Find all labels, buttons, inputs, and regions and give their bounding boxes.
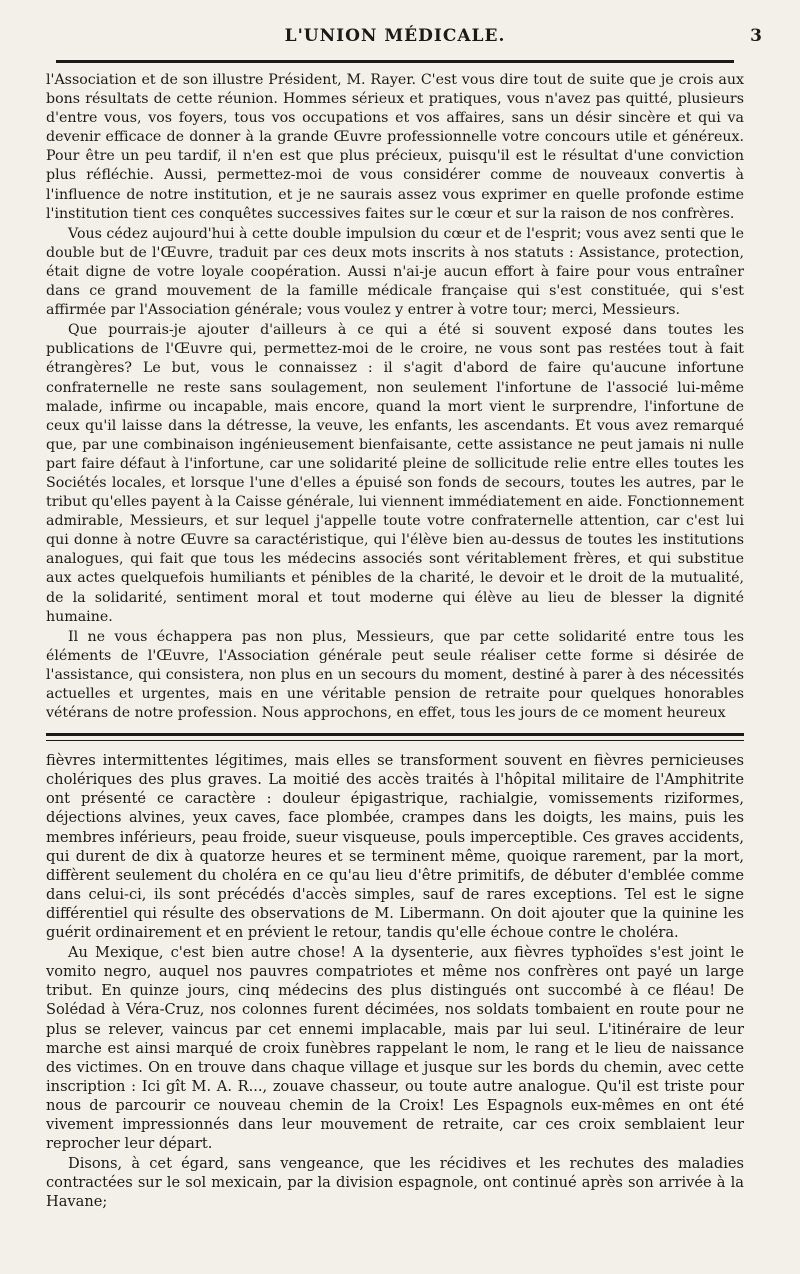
paragraph: Il ne vous échappera pas non plus, Messieurs, que par cette solidarité entre tous les éléments de l'Œuvre, l'Association générale peut seule réaliser cette forme si désirée de l'assistance, qui consistera, non plus en un secours du moment, destiné à parer à des nécessités actuelles et urgentes, mais en une véritable pension de retraite pour quelques honorables vétérans de notre profession. Nous approchons, en effet, tous les jours de ce moment heureux bbox=[46, 628, 744, 722]
paragraph: Au Mexique, c'est bien autre chose! A la dysenterie, aux fièvres typhoïdes s'est joint le vomito negro, auquel nos pauvres compatriotes et même nos confrères ont payé un large tribut. En quinze jours, cinq médecins des plus distingués ont succombé à ce fléau! De Solédad à Véra-Cruz, nos colonnes furent décimées, nos soldats tombaient en route pour ne plus se relever, vaincus par cet ennemi implacable, mais par lui seul. L'itinéraire de leur marche est ainsi marqué de croix funèbres rappelant le nom, le rang et le lieu de naissance des victimes. On en trouve dans chaque village et jusque sur les bords du chemin, avec cette inscription : Ici gît M. A. R..., zouave chasseur, ou toute autre analogue. Qu'il est triste pour nous de parcourir ce nouveau chemin de la Croix! Les Espagnols eux-mêmes en ont été vivement impressionnés dans leur mouvement de retraite, car ces croix semblaient leur reprocher leur départ. bbox=[46, 944, 744, 1153]
paragraph: Vous cédez aujourd'hui à cette double impulsion du cœur et de l'esprit; vous avez senti que le double but de l'Œuvre, traduit par ces deux mots inscrits à nos statuts : Assistance, protection, était digne de votre loyale coopération. Aussi n'ai-je aucun effort à faire pour vous entraîner dans ce grand mouvement de la famille médicale française qui s'est constituée, qui s'est affirmée par l'Association générale; vous voulez y entrer à votre tour; merci, Messieurs. bbox=[46, 225, 744, 319]
page-number: 3 bbox=[750, 26, 762, 46]
header-rule bbox=[56, 60, 734, 63]
paragraph: fièvres intermittentes légitimes, mais elles se transforment souvent en fièvres pernicieuses cholériques des plus graves. La moitié des accès traités à l'hôpital militaire de l'Amphitrite ont présenté ce caractère : douleur épigastrique, rachialgie, vomissements riziformes, déjections alvines, yeux caves, face plombée, crampes dans les doigts, les mains, puis les membres inférieurs, peau froide, sueur visqueuse, pouls imperceptible. Ces graves accidents, qui durent de dix à quatorze heures et se terminent même, quoique rarement, par la mort, diffèrent seulement du choléra en ce qu'au lieu d'être primitifs, de débuter d'emblée comme dans celui-ci, ils sont précédés d'accès simples, sauf de rares exceptions. Tel est le signe différentiel qui résulte des observations de M. Libermann. On doit ajouter que la quinine les guérit ordinairement et en prévient le retour, tandis qu'elle échoue contre le choléra. bbox=[46, 752, 744, 942]
article-lower bbox=[46, 751, 744, 1211]
paragraph: l'Association et de son illustre Président, M. Rayer. C'est vous dire tout de suite que je crois aux bons résultats de cette réunion. Hommes sérieux et pratiques, vous n'avez pas quitté, plusieurs d'entre vous, vos foyers, tous vos occupations et vos affaires, sans un désir sincère et qui va devenir efficace de donner à la grande Œuvre professionnelle votre concours utile et généreux. Pour être un peu tardif, il n'en est que plus précieux, puisqu'il est le résultat d'une conviction plus réfléchie. Aussi, permettez-moi de vous considérer comme de nouveaux convertis à l'influence de notre institution, et je ne saurais assez vous exprimer en quelle profonde estime l'institution tient ces conquêtes successives faites sur le cœur et sur la raison de nos confrères. bbox=[46, 72, 744, 222]
running-header bbox=[46, 20, 762, 50]
journal-title: L'UNION MÉDICALE. bbox=[284, 26, 506, 46]
section-divider bbox=[46, 733, 744, 741]
paragraph: Que pourrais-je ajouter d'ailleurs à ce qui a été si souvent exposé dans toutes les publications de l'Œuvre qui, permettez-moi de le croire, ne vous sont pas restées tout à fait étrangères? Le but, vous le connaissez : il s'agit d'abord de faire qu'aucune infortune confraternelle ne reste sans soulagement, non seulement l'infortune de l'associé lui-même malade, infirme ou incapable, mais encore, quand la mort vient le surprendre, l'infortune de ceux qu'il laisse dans la détresse, la veuve, les enfants, les ascendants. Et vous avez remarqué que, par une combinaison ingénieusement bienfaisante, cette assistance ne peut jamais ni nulle part faire défaut à l'infortune, car une solidarité pleine de sollicitude relie entre elles toutes les Sociétés locales, et lorsque l'une d'elles a épuisé son fonds de secours, toutes les autres, par le tribut qu'elles payent à la Caisse générale, lui viennent immédiatement en aide. Fonctionnement admirable, Messieurs, et sur lequel j'appelle toute votre confraternelle attention, car c'est lui qui donne à notre Œuvre sa caractéristique, qui l'élève bien au-dessus de toutes les institutions analogues, qui fait que tous les médecins associés sont véritablement frères, et qui substitue aux actes quelquefois humiliants et pénibles de la charité, le devoir et le droit de la mutualité, de la solidarité, sentiment moral et tout moderne qui élève au lieu de blesser la dignité humaine. bbox=[46, 322, 744, 625]
paragraph: Disons, à cet égard, sans vengeance, que les récidives et les rechutes des maladies contractées sur le sol mexicain, par la division espagnole, ont continué après son arrivée à la Havane; bbox=[46, 1155, 744, 1211]
article-upper bbox=[46, 71, 744, 723]
